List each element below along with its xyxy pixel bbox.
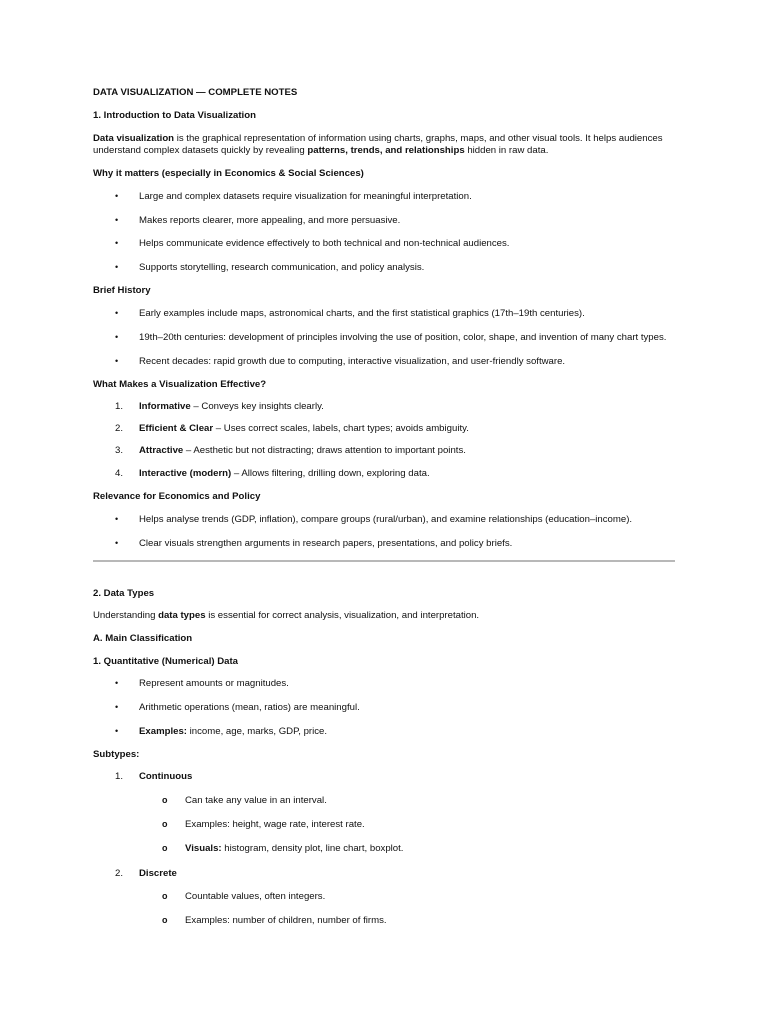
effective-text: – Conveys key insights clearly. (190, 401, 324, 412)
bullet-marker: • (115, 356, 119, 366)
list-number: 4. (115, 468, 124, 479)
why-item-text: Supports storytelling, research communication, and policy analysis. (139, 262, 425, 273)
s2-intro-bold: data types (158, 610, 206, 621)
list-number: 1. (115, 401, 124, 412)
intro-text-2: hidden in raw data. (464, 145, 549, 157)
list-number: 2. (115, 868, 124, 879)
effective-term: Interactive (modern) (139, 468, 232, 479)
effective-text: – Uses correct scales, labels, chart types; avoids ambiguity. (213, 423, 469, 434)
why-heading: Why it matters (especially in Economics & Social Sciences) (93, 168, 364, 179)
section-1-intro (93, 133, 673, 158)
why-item-text: Helps communicate evidence effectively to both technical and non-technical audiences. (139, 238, 510, 249)
effective-text: – Allows filtering, drilling down, exploring data. (231, 468, 430, 479)
quantitative-heading: 1. Quantitative (Numerical) Data (93, 656, 239, 667)
section-2-intro (93, 610, 673, 622)
intro-text-1: is the graphical representation of information using charts, graphs, maps, and other visual tools. It helps audiences understand complex datasets quickly by revealing (93, 133, 663, 157)
bullet-marker: • (115, 332, 119, 342)
relevance-item-text: Helps analyse trends (GDP, inflation), compare groups (rural/urban), and examine relationships (education–income). (139, 514, 633, 525)
bullet-marker: • (115, 215, 119, 225)
examples-label: Examples: (139, 726, 187, 737)
history-item-text: 19th–20th centuries: development of principles involving the use of position, color, shape, and invention of many chart types. (139, 332, 667, 343)
sub-bullet-marker: o (162, 795, 168, 805)
relevance-item-text: Clear visuals strengthen arguments in research papers, presentations, and policy briefs. (139, 538, 513, 549)
why-item-text: Makes reports clearer, more appealing, and more persuasive. (139, 215, 401, 226)
bullet-marker: • (115, 678, 119, 688)
visuals-text: histogram, density plot, line chart, boxplot. (221, 843, 404, 854)
why-item-text: Large and complex datasets require visualization for meaningful interpretation. (139, 191, 472, 202)
bullet-marker: • (115, 238, 119, 248)
intro-bold: patterns, trends, and relationships (307, 145, 465, 157)
bullet-marker: • (115, 538, 119, 548)
sub-item-text: Countable values, often integers. (185, 891, 326, 902)
bullet-marker: • (115, 702, 119, 712)
effective-term: Informative (139, 401, 191, 412)
list-number: 2. (115, 423, 124, 434)
history-heading: Brief History (93, 285, 151, 296)
effective-text: – Aesthetic but not distracting; draws attention to important points. (183, 445, 466, 456)
section-2-heading: 2. Data Types (93, 588, 155, 599)
bullet-marker: • (115, 726, 119, 736)
classification-heading: A. Main Classification (93, 633, 193, 644)
effective-term: Efficient & Clear (139, 423, 214, 434)
sub-item-text: Examples: height, wage rate, interest rate. (185, 819, 365, 830)
intro-term: Data visualization (93, 133, 175, 144)
section-1-heading: 1. Introduction to Data Visualization (93, 110, 256, 121)
sub-bullet-marker: o (162, 891, 168, 901)
list-number: 1. (115, 771, 124, 782)
history-item-text: Recent decades: rapid growth due to computing, interactive visualization, and user-friendly software. (139, 356, 566, 367)
bullet-marker: • (115, 191, 119, 201)
sub-bullet-marker: o (162, 915, 168, 925)
sub-bullet-marker: o (162, 819, 168, 829)
bullet-marker: • (115, 262, 119, 272)
s2-intro-text-2: is essential for correct analysis, visualization, and interpretation. (205, 610, 480, 621)
s2-intro-text-1: Understanding (93, 610, 159, 621)
bullet-marker: • (115, 308, 119, 318)
subtypes-heading: Subtypes: (93, 749, 140, 760)
document-title: DATA VISUALIZATION — COMPLETE NOTES (93, 87, 298, 98)
subtype-title: Discrete (139, 868, 177, 879)
horizontal-rule (93, 560, 675, 562)
effective-term: Attractive (139, 445, 184, 456)
quantitative-item-text: Arithmetic operations (mean, ratios) are meaningful. (139, 702, 360, 713)
sub-item-text: Can take any value in an interval. (185, 795, 327, 806)
sub-bullet-marker: o (162, 843, 168, 853)
bullet-marker: • (115, 514, 119, 524)
quantitative-item-text: Represent amounts or magnitudes. (139, 678, 289, 689)
list-number: 3. (115, 445, 124, 456)
visuals-label: Visuals: (185, 843, 222, 854)
sub-item-text: Examples: number of children, number of firms. (185, 915, 387, 926)
subtype-title: Continuous (139, 771, 193, 782)
relevance-heading: Relevance for Economics and Policy (93, 491, 261, 502)
effective-heading: What Makes a Visualization Effective? (93, 379, 267, 390)
examples-text: income, age, marks, GDP, price. (187, 726, 328, 737)
history-item-text: Early examples include maps, astronomical charts, and the first statistical graphics (17th–19th centuries). (139, 308, 585, 319)
